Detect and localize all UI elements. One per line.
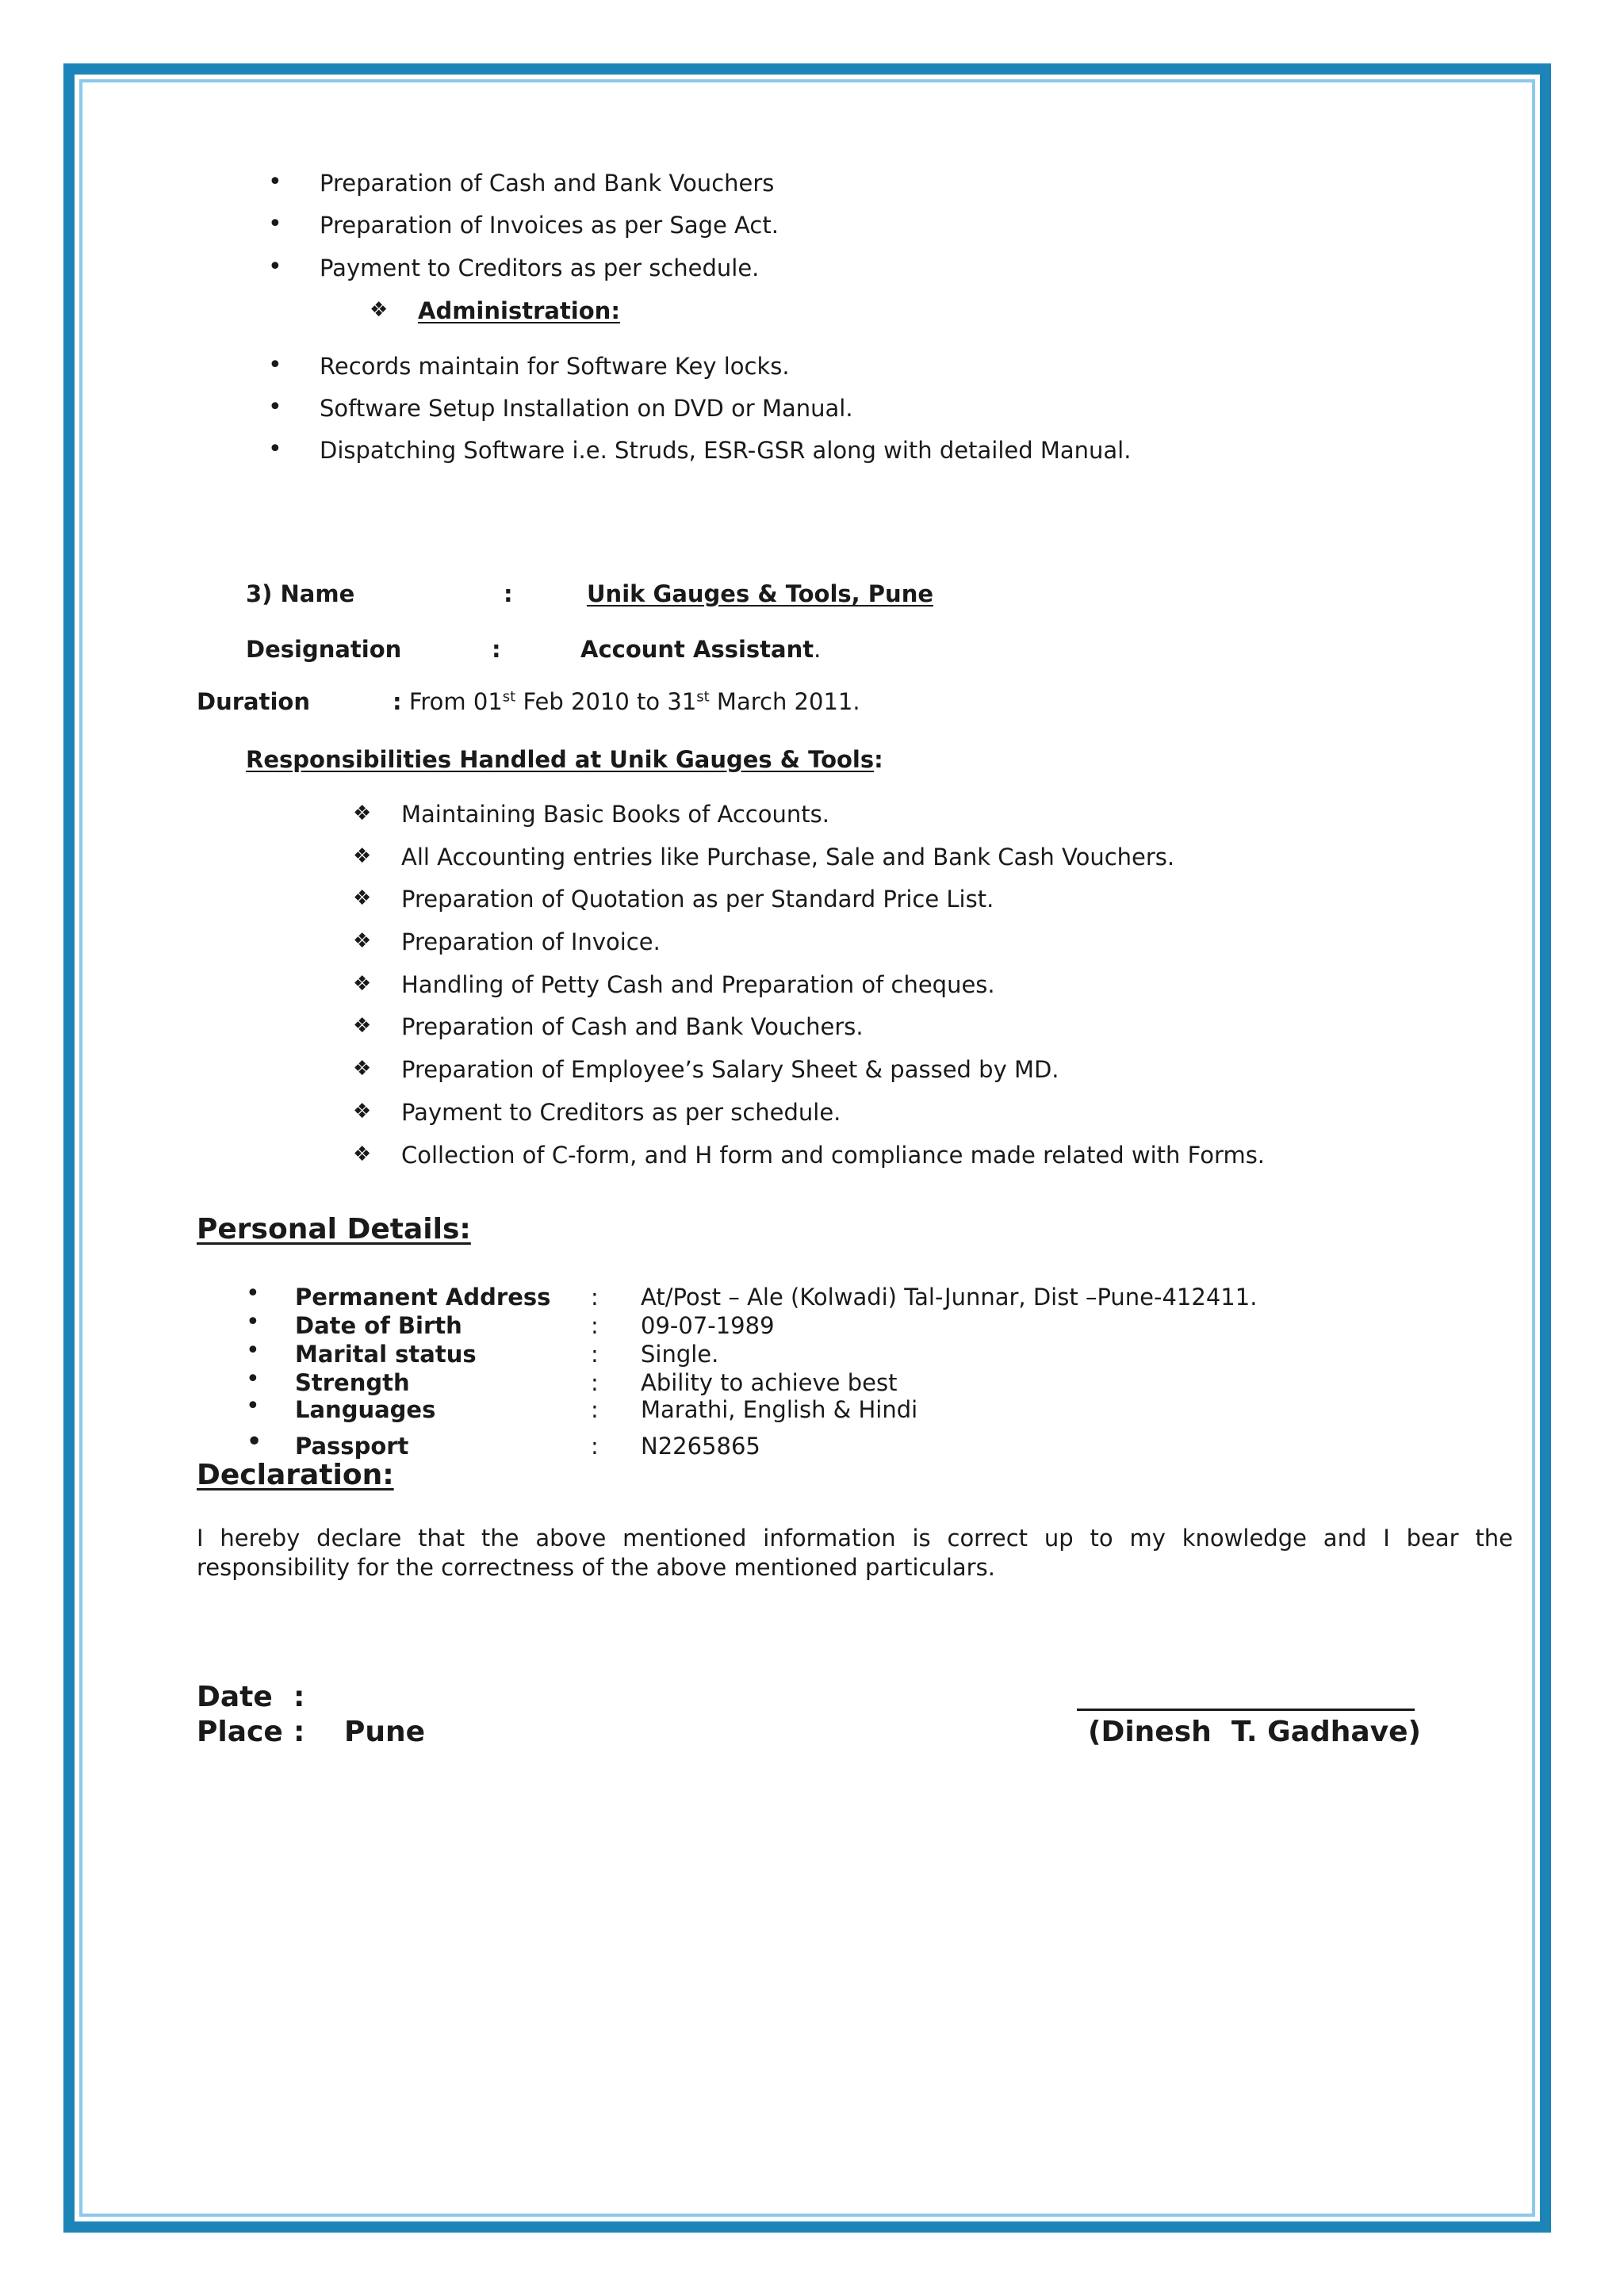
date-colon: :	[293, 1681, 305, 1713]
duration-colon: :	[393, 688, 402, 715]
personal-label-dob: Date of Birth	[295, 1312, 462, 1339]
diamond-bullet-icon: ❖	[353, 972, 372, 996]
personal-value-address: At/Post – Ale (Kolwadi) Tal-Junnar, Dist –Pune-412411.	[641, 1284, 1258, 1311]
diamond-bullet-icon: ❖	[370, 298, 389, 322]
diamond-bullet-icon: ❖	[353, 844, 372, 868]
list-item: Preparation of Quotation as per Standard Price List.	[401, 886, 994, 913]
personal-colon: :	[591, 1433, 599, 1460]
list-item: Preparation of Invoice.	[401, 928, 661, 955]
personal-label-languages: Languages	[295, 1396, 436, 1423]
place-value: Pune	[344, 1716, 426, 1748]
duration-mid: Feb 2010 to 31	[515, 688, 697, 715]
diamond-bullet-icon: ❖	[353, 1100, 372, 1123]
bullet-icon: •	[268, 168, 282, 196]
bullet-icon: •	[268, 210, 282, 238]
personal-value-dob: 09-07-1989	[641, 1312, 775, 1339]
list-item: Handling of Petty Cash and Preparation of cheques.	[401, 971, 995, 998]
place-label: Place	[197, 1716, 283, 1748]
list-item: Preparation of Invoices as per Sage Act.	[320, 212, 779, 239]
list-item: Dispatching Software i.e. Struds, ESR-GSR along with detailed Manual.	[320, 437, 1132, 464]
personal-colon: :	[591, 1312, 599, 1339]
personal-value-passport: N2265865	[641, 1433, 760, 1460]
bullet-icon: •	[246, 1337, 260, 1364]
responsibilities-heading: Responsibilities Handled at Unik Gauges & Tools	[246, 746, 875, 773]
duration-to-sup: st	[696, 688, 710, 706]
list-item: Records maintain for Software Key locks.	[320, 353, 790, 380]
bullet-icon: •	[268, 253, 282, 281]
signature-line	[1077, 1709, 1415, 1711]
signature-name: (Dinesh T. Gadhave)	[1088, 1716, 1422, 1748]
diamond-bullet-icon: ❖	[353, 886, 372, 910]
personal-label-passport: Passport	[295, 1433, 409, 1460]
personal-label-address: Permanent Address	[295, 1284, 551, 1311]
declaration-heading: Declaration:	[197, 1459, 394, 1491]
bullet-icon: •	[246, 1392, 260, 1420]
diamond-bullet-icon: ❖	[353, 1014, 372, 1038]
diamond-bullet-icon: ❖	[353, 1057, 372, 1081]
bullet-icon: •	[246, 1280, 260, 1307]
bullet-icon: •	[268, 393, 282, 421]
list-item: Payment to Creditors as per schedule.	[320, 254, 760, 281]
list-item: Collection of C-form, and H form and compliance made related with Forms.	[401, 1142, 1266, 1169]
personal-colon: :	[591, 1341, 599, 1368]
personal-value-marital: Single.	[641, 1341, 719, 1368]
personal-colon: :	[591, 1369, 599, 1396]
job-name-label: 3) Name	[246, 580, 355, 607]
list-item: Preparation of Employee’s Salary Sheet & passed by MD.	[401, 1056, 1059, 1083]
bullet-icon: •	[268, 351, 282, 379]
duration-from: From 01	[408, 688, 503, 715]
list-item: All Accounting entries like Purchase, Sale and Bank Cash Vouchers.	[401, 844, 1175, 871]
duration-end: March 2011.	[709, 688, 860, 715]
designation-label: Designation	[246, 636, 402, 663]
responsibilities-colon: :	[874, 746, 883, 773]
personal-label-strength: Strength	[295, 1369, 410, 1396]
responsibilities-heading-wrap	[246, 746, 883, 773]
personal-value-strength: Ability to achieve best	[641, 1369, 898, 1396]
list-item: Maintaining Basic Books of Accounts.	[401, 801, 829, 828]
list-item: Preparation of Cash and Bank Vouchers.	[401, 1013, 864, 1040]
personal-value-languages: Marathi, English & Hindi	[641, 1396, 918, 1423]
duration-from-sup: st	[502, 688, 516, 706]
job-name-value: Unik Gauges & Tools, Pune	[587, 580, 934, 607]
diamond-bullet-icon: ❖	[353, 1142, 372, 1166]
duration-value	[393, 688, 860, 715]
personal-colon: :	[591, 1284, 599, 1311]
personal-details-heading: Personal Details:	[197, 1213, 471, 1246]
designation-colon: :	[492, 636, 501, 663]
bullet-icon: •	[246, 1425, 263, 1458]
diamond-bullet-icon: ❖	[353, 802, 372, 825]
designation-period: .	[814, 636, 822, 663]
place-colon: :	[293, 1716, 305, 1748]
list-item: Payment to Creditors as per schedule.	[401, 1099, 841, 1126]
duration-label: Duration	[197, 688, 310, 715]
bullet-icon: •	[246, 1308, 260, 1336]
date-label: Date	[197, 1681, 273, 1713]
designation-value: Account Assistant	[580, 636, 814, 663]
personal-label-marital: Marital status	[295, 1341, 477, 1368]
diamond-bullet-icon: ❖	[353, 929, 372, 953]
personal-colon: :	[591, 1396, 599, 1423]
bullet-icon: •	[246, 1365, 260, 1393]
administration-heading: Administration:	[418, 297, 620, 324]
declaration-text: I hereby declare that the above mentioned information is correct up to my knowledge and I bear the responsibility for the correctness of the above mentioned particulars.	[197, 1525, 1513, 1581]
list-item: Preparation of Cash and Bank Vouchers	[320, 170, 775, 197]
bullet-icon: •	[268, 435, 282, 463]
job-name-colon: :	[504, 580, 513, 607]
designation-value-wrap	[580, 636, 821, 663]
list-item: Software Setup Installation on DVD or Manual.	[320, 395, 853, 422]
